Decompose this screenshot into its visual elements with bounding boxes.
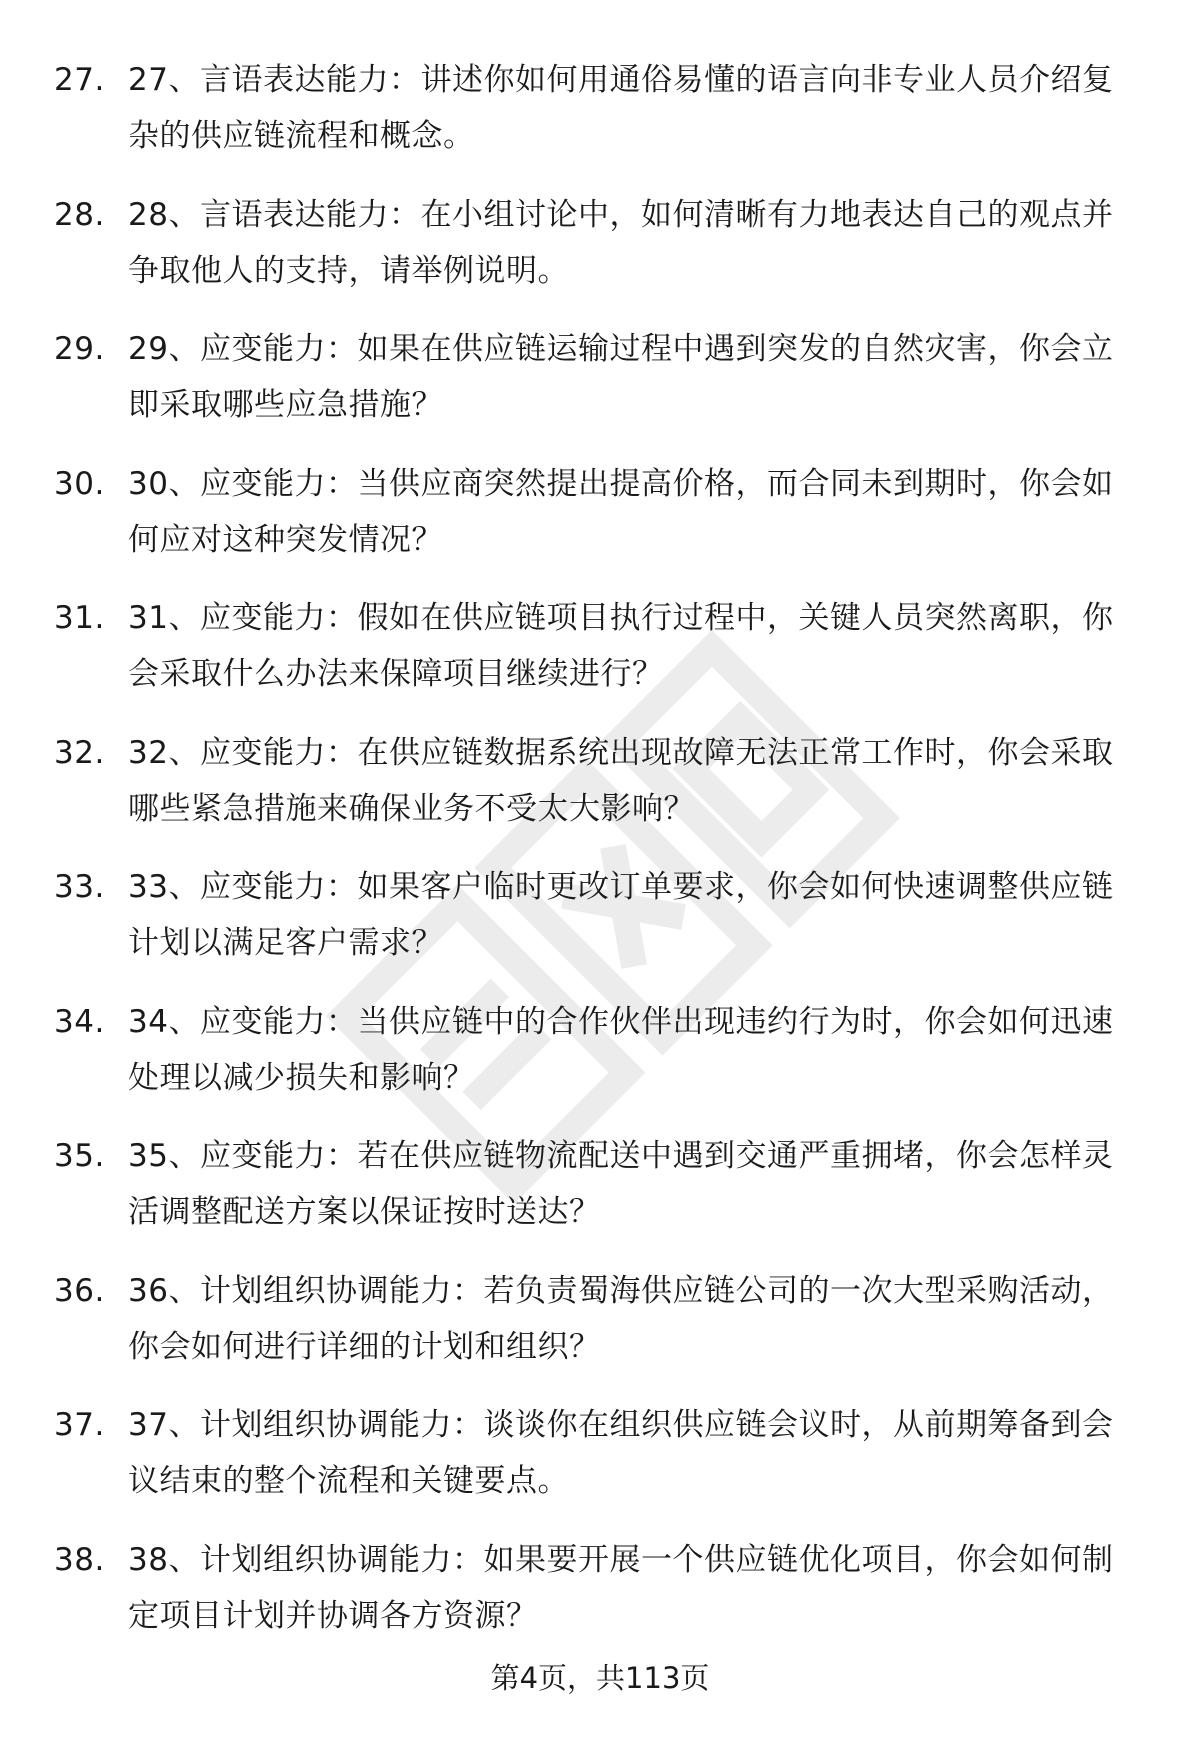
list-item [0, 590, 1200, 725]
list-item [0, 187, 1200, 322]
question-number: 38. [54, 1541, 105, 1578]
question-list [0, 52, 1200, 1666]
question-number: 36. [54, 1272, 105, 1309]
question-text: 32、应变能力：在供应链数据系统出现故障无法正常工作时，你会采取哪些紧急措施来确保业务不受太大影响？ [128, 734, 1114, 827]
question-text: 36、计划组织协调能力：若负责蜀海供应链公司的一次大型采购活动，你会如何进行详细的计划和组织？ [128, 1272, 1114, 1365]
question-text: 37、计划组织协调能力：谈谈你在组织供应链会议时，从前期筹备到会议结束的整个流程和关键要点。 [128, 1407, 1114, 1499]
question-number: 28. [54, 196, 105, 233]
list-item [0, 1532, 1200, 1667]
question-number: 37. [54, 1407, 105, 1443]
page-number-footer: 第4页，共113页 [490, 1661, 710, 1695]
list-item [0, 1128, 1200, 1263]
question-text: 27、言语表达能力：讲述你如何用通俗易懂的语言向非专业人员介绍复杂的供应链流程和概念。 [128, 62, 1114, 154]
question-number: 27. [54, 62, 105, 98]
question-text: 34、应变能力：当供应链中的合作伙伴出现违约行为时，你会如何迅速处理以减少损失和影响？ [128, 1003, 1114, 1096]
question-number: 35. [54, 1138, 105, 1174]
list-item [0, 52, 1200, 187]
list-item [0, 1397, 1200, 1532]
question-text: 35、应变能力：若在供应链物流配送中遇到交通严重拥堵，你会怎样灵活调整配送方案以保证按时送达？ [128, 1138, 1114, 1230]
question-number: 33. [54, 869, 105, 905]
question-number: 32. [54, 734, 105, 771]
question-text: 38、计划组织协调能力：如果要开展一个供应链优化项目，你会如何制定项目计划并协调各方资源？ [128, 1541, 1114, 1634]
question-text: 28、言语表达能力：在小组讨论中，如何清晰有力地表达自己的观点并争取他人的支持，请举例说明。 [128, 196, 1114, 289]
question-text: 30、应变能力：当供应商突然提出提高价格，而合同未到期时，你会如何应对这种突发情况？ [128, 465, 1114, 558]
list-item [0, 994, 1200, 1129]
question-text: 31、应变能力：假如在供应链项目执行过程中，关键人员突然离职，你会采取什么办法来保障项目继续进行？ [128, 600, 1114, 692]
list-item [0, 725, 1200, 860]
question-number: 30. [54, 465, 105, 502]
question-text: 29、应变能力：如果在供应链运输过程中遇到突发的自然灾害，你会立即采取哪些应急措施？ [128, 331, 1114, 423]
list-item [0, 456, 1200, 591]
question-number: 29. [54, 331, 105, 367]
list-item [0, 1263, 1200, 1398]
question-number: 31. [54, 600, 105, 636]
list-item [0, 321, 1200, 456]
question-text: 33、应变能力：如果客户临时更改订单要求，你会如何快速调整供应链计划以满足客户需求？ [128, 869, 1114, 961]
list-item [0, 859, 1200, 994]
question-number: 34. [54, 1003, 105, 1040]
